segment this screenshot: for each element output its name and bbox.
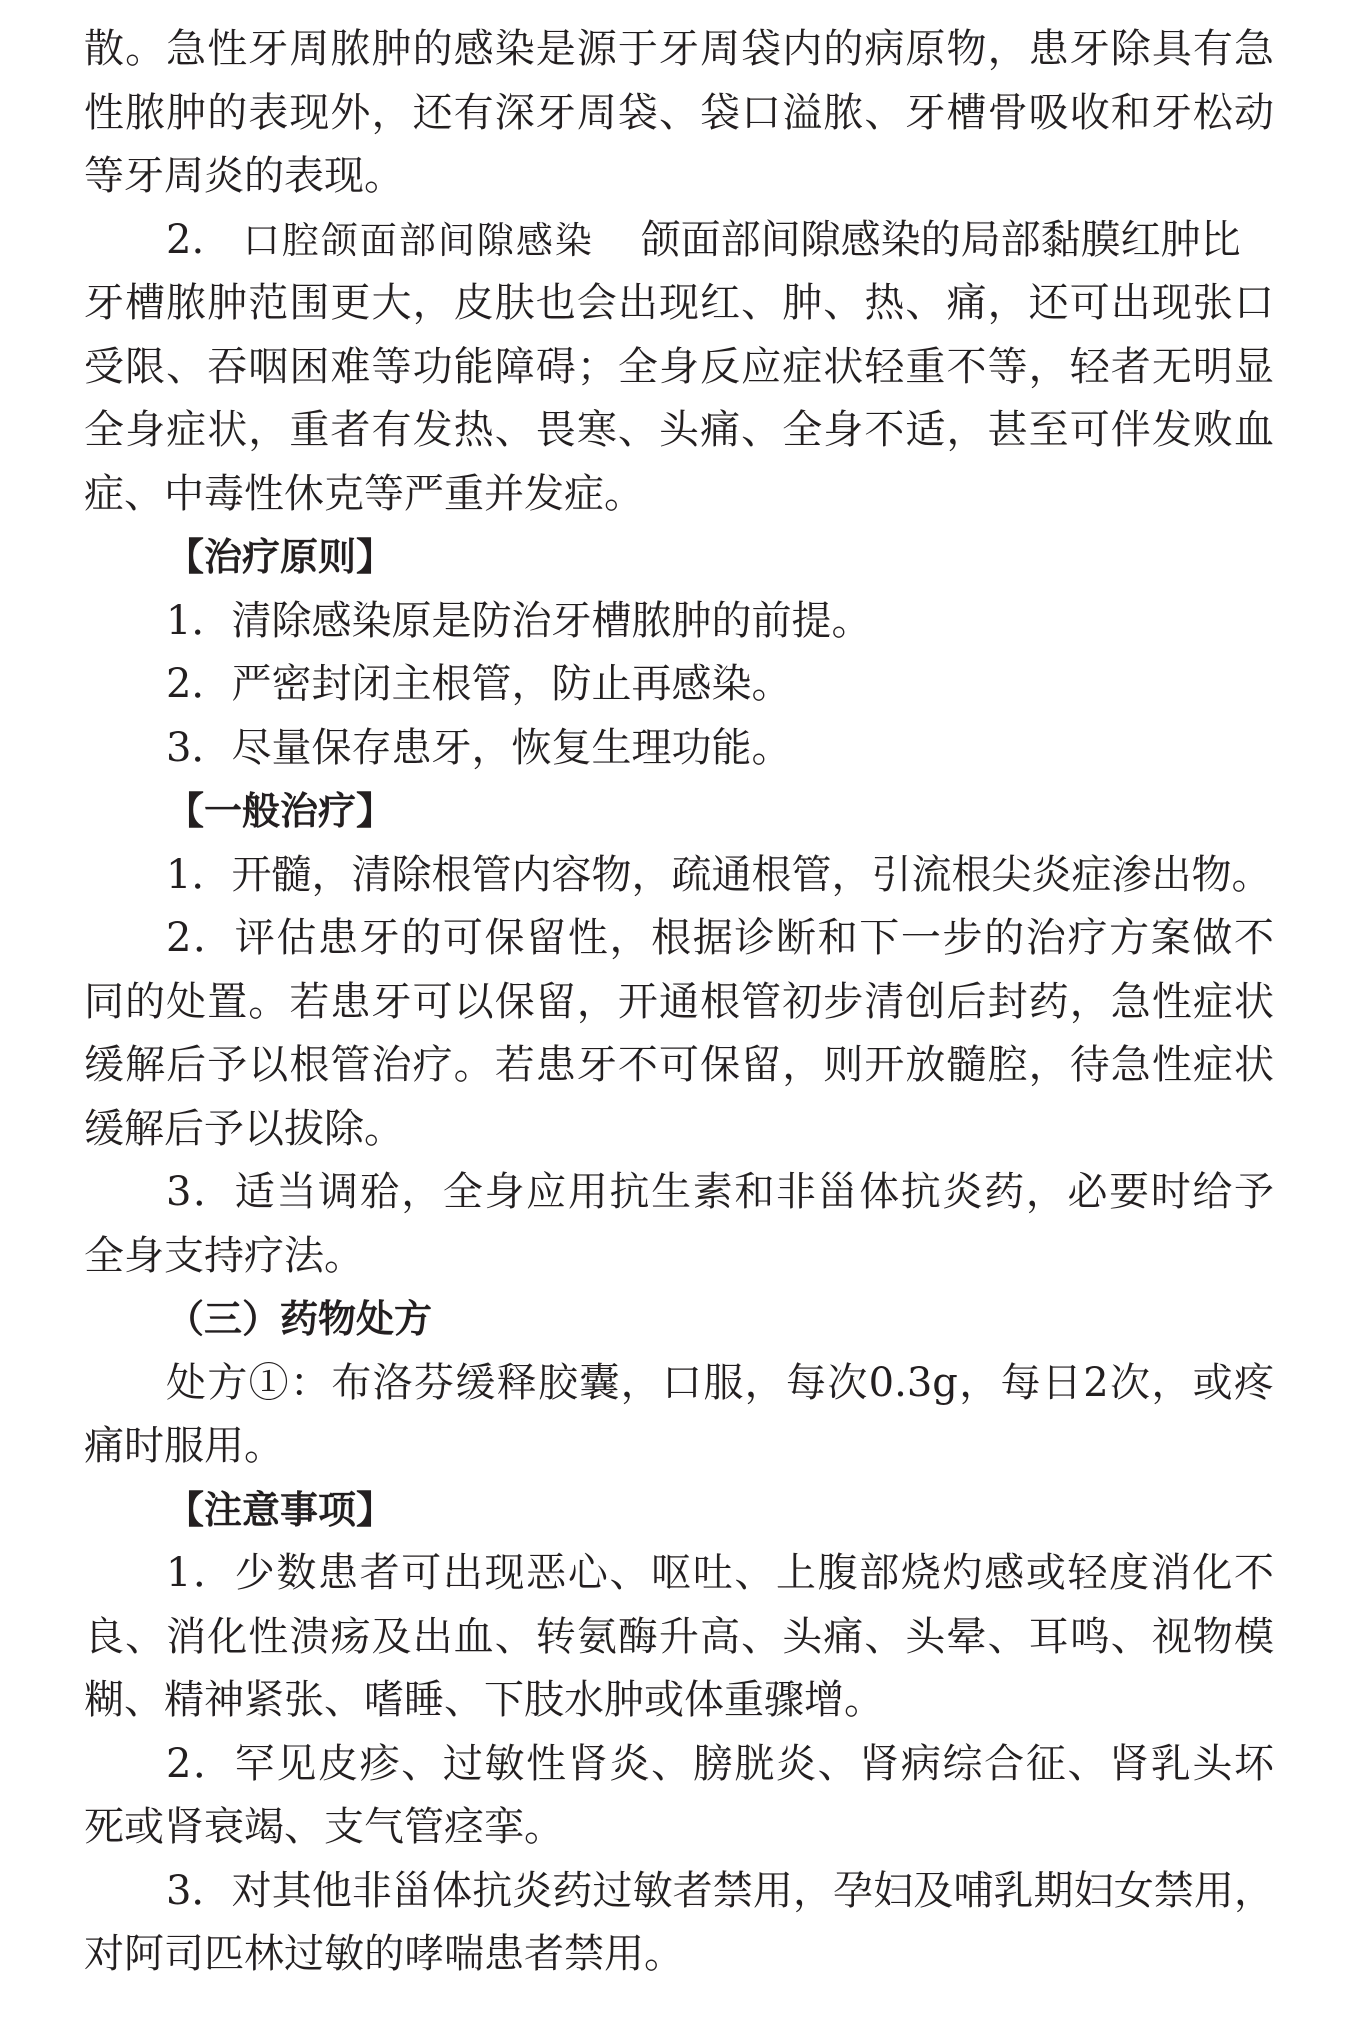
body-text-line: 对阿司匹林过敏的哮喘患者禁用。 [84, 1931, 684, 1977]
body-text-line: 受限、吞咽困难等功能障碍；全身反应症状轻重不等，轻者无明显 [84, 343, 1274, 390]
body-text-line: 缓解后予以根管治疗。若患牙不可保留，则开放髓腔，待急性症状 [84, 1042, 1274, 1088]
list-item: 2．严密封闭主根管，防止再感染。 [166, 661, 792, 707]
body-text-line: 等牙周炎的表现。 [84, 153, 404, 199]
body-text-line: 症、中毒性休克等严重并发症。 [84, 470, 644, 517]
section-heading-prescription: （三）药物处方 [166, 1297, 433, 1341]
list-item: 1．开髓，清除根管内容物，疏通根管，引流根尖炎症渗出物。 [166, 851, 1272, 898]
body-text-line: 同的处置。若患牙可以保留，开通根管初步清创后封药，急性症状 [84, 978, 1274, 1025]
body-text-line: 糊、精神紧张、嗜睡、下肢水肿或体重骤增。 [84, 1677, 884, 1723]
list-item: 2．罕见皮疹、过敏性肾炎、膀胱炎、肾病综合征、肾乳头坏 [166, 1740, 1274, 1787]
list-item: 3．尽量保存患牙，恢复生理功能。 [166, 724, 792, 771]
body-text-line: 良、消化性溃疡及出血、转氨酶升高、头痛、头晕、耳鸣、视物模 [84, 1613, 1274, 1660]
section-heading-notes: 【注意事项】 [166, 1487, 395, 1532]
body-text-line: 痛时服用。 [84, 1423, 284, 1469]
body-text-line: 性脓肿的表现外，还有深牙周袋、袋口溢脓、牙槽骨吸收和牙松动 [84, 89, 1274, 136]
body-text: 颌面部间隙感染的局部黏膜红肿比 [640, 216, 1241, 263]
subsection-first-line [84, 209, 1274, 273]
body-text-line: 缓解后予以拔除。 [84, 1105, 404, 1152]
body-text-line: 全身症状，重者有发热、畏寒、头痛、全身不适，甚至可伴发败血 [84, 407, 1274, 453]
section-heading-principles: 【治疗原则】 [166, 535, 395, 579]
subsection-number: 2. [166, 216, 205, 263]
section-heading-general: 【一般治疗】 [166, 789, 395, 833]
body-text-line: 散。急性牙周脓肿的感染是源于牙周袋内的病原物，患牙除具有急 [84, 26, 1274, 72]
prescription-line: 处方①：布洛芬缓释胶囊，口服，每次0.3g，每日2次，或疼 [166, 1359, 1274, 1406]
body-text-line: 死或肾衰竭、支气管痉挛。 [84, 1804, 564, 1850]
list-item: 1．少数患者可出现恶心、呕吐、上腹部烧灼感或轻度消化不 [166, 1550, 1274, 1596]
body-text-line: 全身支持疗法。 [84, 1232, 364, 1279]
body-text-line: 牙槽脓肿范围更大，皮肤也会出现红、肿、热、痛，还可出现张口 [84, 280, 1274, 326]
page-body [84, 18, 1274, 1987]
list-item: 1．清除感染原是防治牙槽脓肿的前提。 [166, 597, 872, 644]
list-item: 3．适当调𬌗，全身应用抗生素和非甾体抗炎药，必要时给予 [166, 1169, 1274, 1215]
list-item: 3．对其他非甾体抗炎药过敏者禁用，孕妇及哺乳期妇女禁用， [166, 1867, 1274, 1914]
list-item: 2．评估患牙的可保留性，根据诊断和下一步的治疗方案做不 [166, 915, 1274, 961]
subsection-label: 口腔颌面部间隙感染 [242, 218, 594, 262]
